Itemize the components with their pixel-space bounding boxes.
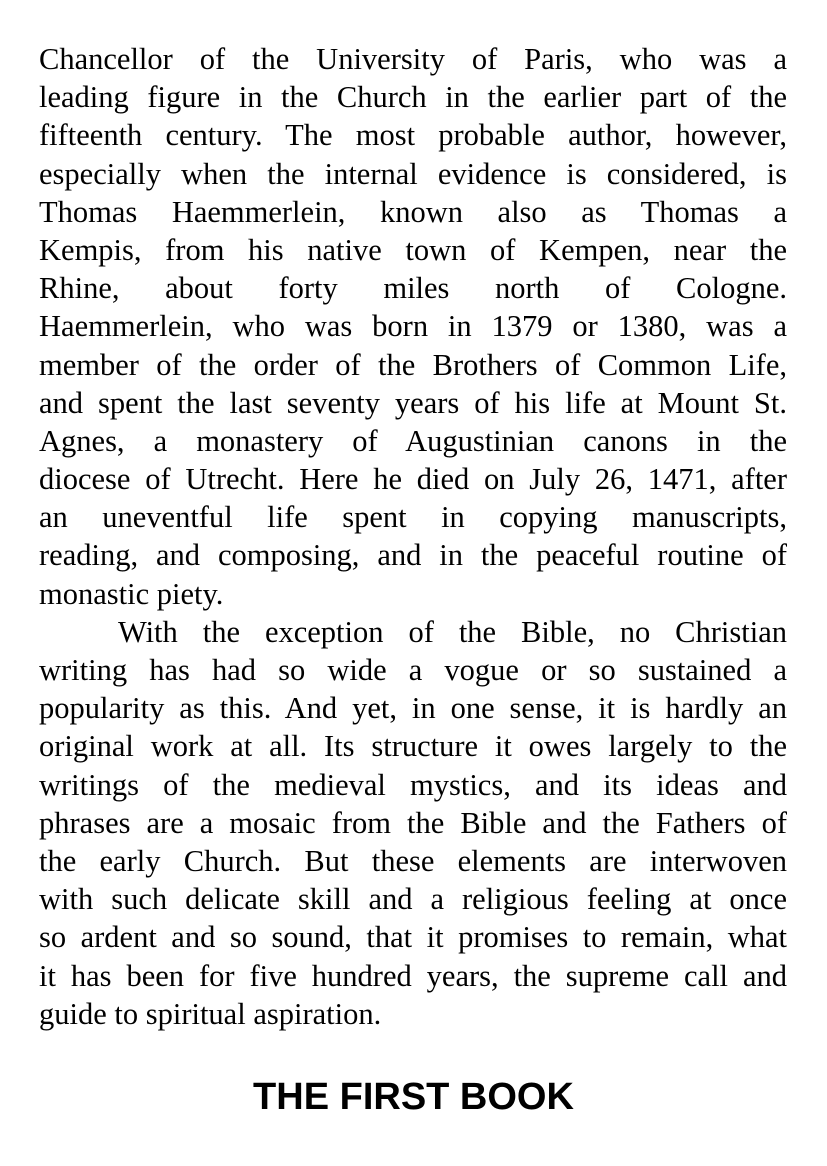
text-line: with such delicate skill and a religious feeling at once — [39, 882, 787, 917]
page-body — [39, 40, 787, 1033]
text-line: Chancellor of the University of Paris, who was a — [39, 42, 787, 76]
text-line: fifteenth century. The most probable author, however, — [39, 118, 787, 153]
paragraph-2 — [39, 613, 787, 1033]
text-line: and spent the last seventy years of his life at Mount St. — [39, 385, 787, 420]
text-line: diocese of Utrecht. Here he died on July 26, 1471, after — [39, 462, 787, 497]
text-line: member of the order of the Brothers of Common Life, — [39, 347, 787, 382]
text-line: an uneventful life spent in copying manuscripts, — [39, 500, 787, 535]
paragraph-1 — [39, 40, 787, 613]
text-line: leading figure in the Church in the earlier part of the — [39, 80, 787, 115]
text-line: reading, and composing, and in the peaceful routine of — [39, 538, 787, 573]
text-line: Agnes, a monastery of Augustinian canons in the — [39, 423, 787, 458]
text-line: it has been for five hundred years, the supreme call and — [39, 958, 787, 993]
text-line: so ardent and so sound, that it promises to remain, what — [39, 920, 787, 955]
text-line: original work at all. Its structure it owes largely to the — [39, 729, 787, 764]
text-line: monastic piety. — [39, 576, 224, 611]
text-line: guide to spiritual aspiration. — [39, 996, 382, 1031]
text-line: the early Church. But these elements are interwoven — [39, 843, 787, 878]
text-line: Haemmerlein, who was born in 1379 or 1380, was a — [39, 309, 787, 344]
text-line: writings of the medieval mystics, and its ideas and — [39, 767, 787, 802]
text-line: writing has had so wide a vogue or so sustained a — [39, 653, 787, 687]
text-line: popularity as this. And yet, in one sense, it is hardly an — [39, 691, 787, 726]
text-line: Rhine, about forty miles north of Cologne. — [39, 271, 787, 306]
text-line: Kempis, from his native town of Kempen, near the — [39, 232, 787, 267]
text-line: phrases are a mosaic from the Bible and the Fathers of — [39, 805, 787, 840]
section-heading: THE FIRST BOOK — [253, 1076, 574, 1118]
text-line: Thomas Haemmerlein, known also as Thomas a — [39, 194, 787, 229]
text-line: especially when the internal evidence is considered, is — [39, 156, 787, 191]
text-line: With the exception of the Bible, no Christian — [118, 614, 787, 649]
